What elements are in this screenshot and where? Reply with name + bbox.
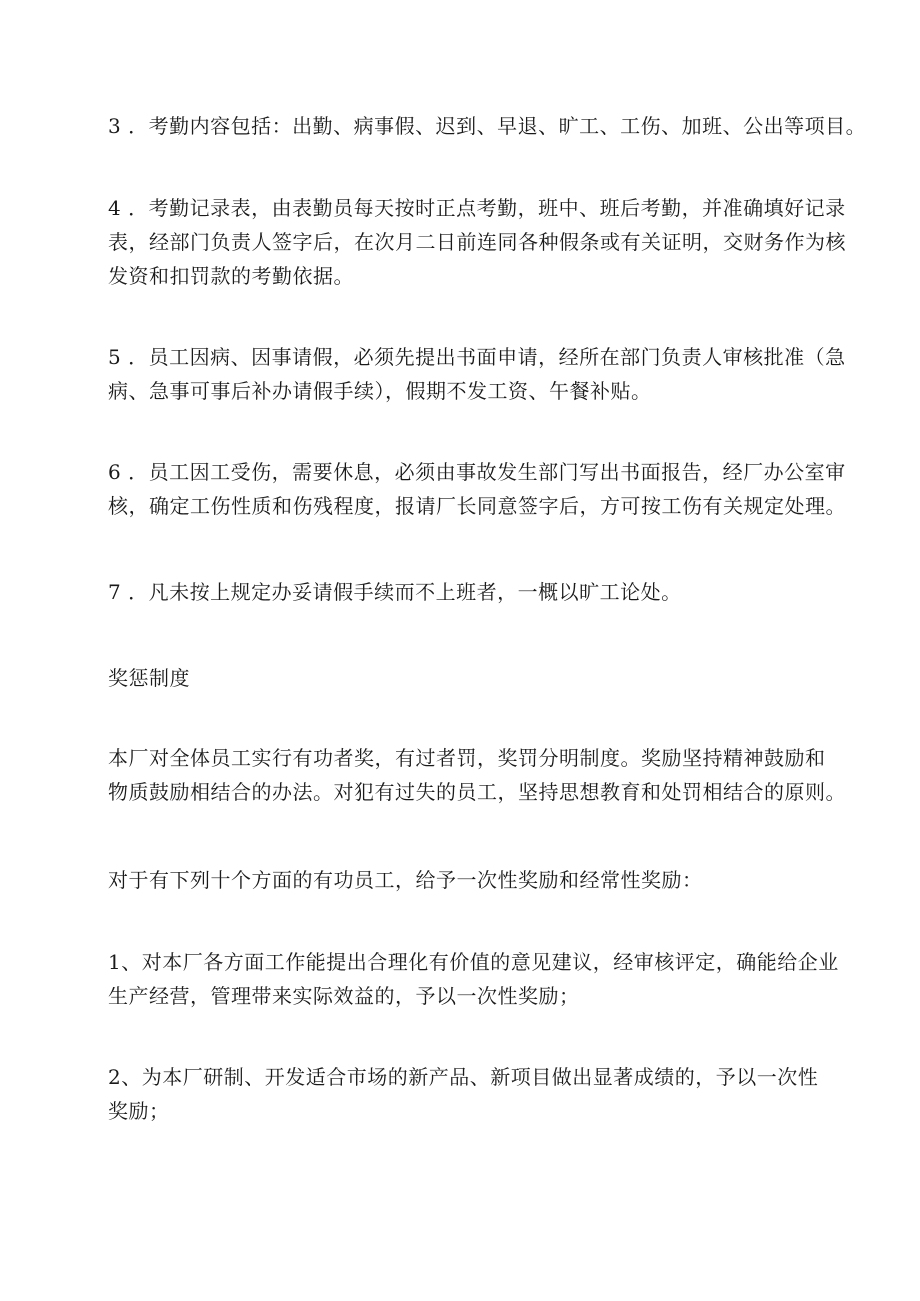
- reward-item-2: [108, 1060, 848, 1128]
- attendance-item-6: [108, 455, 848, 523]
- rewards-lead-paragraph: [108, 863, 848, 897]
- text-line: 本厂对全体员工实行有功者奖，有过者罚，奖罚分明制度。奖励坚持精神鼓励和: [108, 746, 826, 770]
- text-line: 1、对本厂各方面工作能提出合理化有价值的意见建议，经审核评定，确能给企业: [108, 950, 839, 974]
- attendance-item-4: [108, 191, 848, 293]
- text-line: 3 ．考勤内容包括：出勤、病事假、迟到、早退、旷工、工伤、加班、公出等项目。: [108, 114, 867, 138]
- text-line: 表，经部门负责人签字后，在次月二日前连同各种假条或有关证明，交财务作为核: [108, 230, 846, 254]
- text-line: 4 ．考勤记录表，由表勤员每天按时正点考勤，班中、班后考勤，并准确填好记录: [108, 196, 846, 220]
- text-line: 物质鼓励相结合的办法。对犯有过失的员工，坚持思想教育和处罚相结合的原则。: [108, 780, 846, 804]
- text-line: 发资和扣罚款的考勤依据。: [108, 264, 354, 288]
- text-line: 核，确定工伤性质和伤残程度，报请厂长同意签字后，方可按工伤有关规定处理。: [108, 494, 846, 518]
- text-line: 奖惩制度: [108, 666, 190, 690]
- attendance-item-3: [108, 109, 867, 143]
- text-line: 生产经营，管理带来实际效益的，予以一次性奖励；: [108, 984, 580, 1008]
- section-heading: [108, 661, 848, 695]
- text-line: 对于有下列十个方面的有功员工，给予一次性奖励和经常性奖励：: [108, 868, 703, 892]
- text-line: 7 ．凡未按上规定办妥请假手续而不上班者，一概以旷工论处。: [108, 580, 682, 604]
- attendance-item-7: [108, 575, 848, 609]
- reward-item-1: [108, 945, 848, 1013]
- text-line: 奖励；: [108, 1099, 170, 1123]
- attendance-item-5: [108, 340, 848, 408]
- rewards-intro-paragraph: [108, 741, 848, 809]
- text-line: 5 ．员工因病、因事请假，必须先提出书面申请，经所在部门负责人审核批准（急: [108, 345, 846, 369]
- text-line: 2、为本厂研制、开发适合市场的新产品、新项目做出显著成绩的，予以一次性: [108, 1065, 819, 1089]
- text-line: 病、急事可事后补办请假手续），假期不发工资、午餐补贴。: [108, 379, 652, 403]
- text-line: 6 ．员工因工受伤，需要休息，必须由事故发生部门写出书面报告，经厂办公室审: [108, 460, 846, 484]
